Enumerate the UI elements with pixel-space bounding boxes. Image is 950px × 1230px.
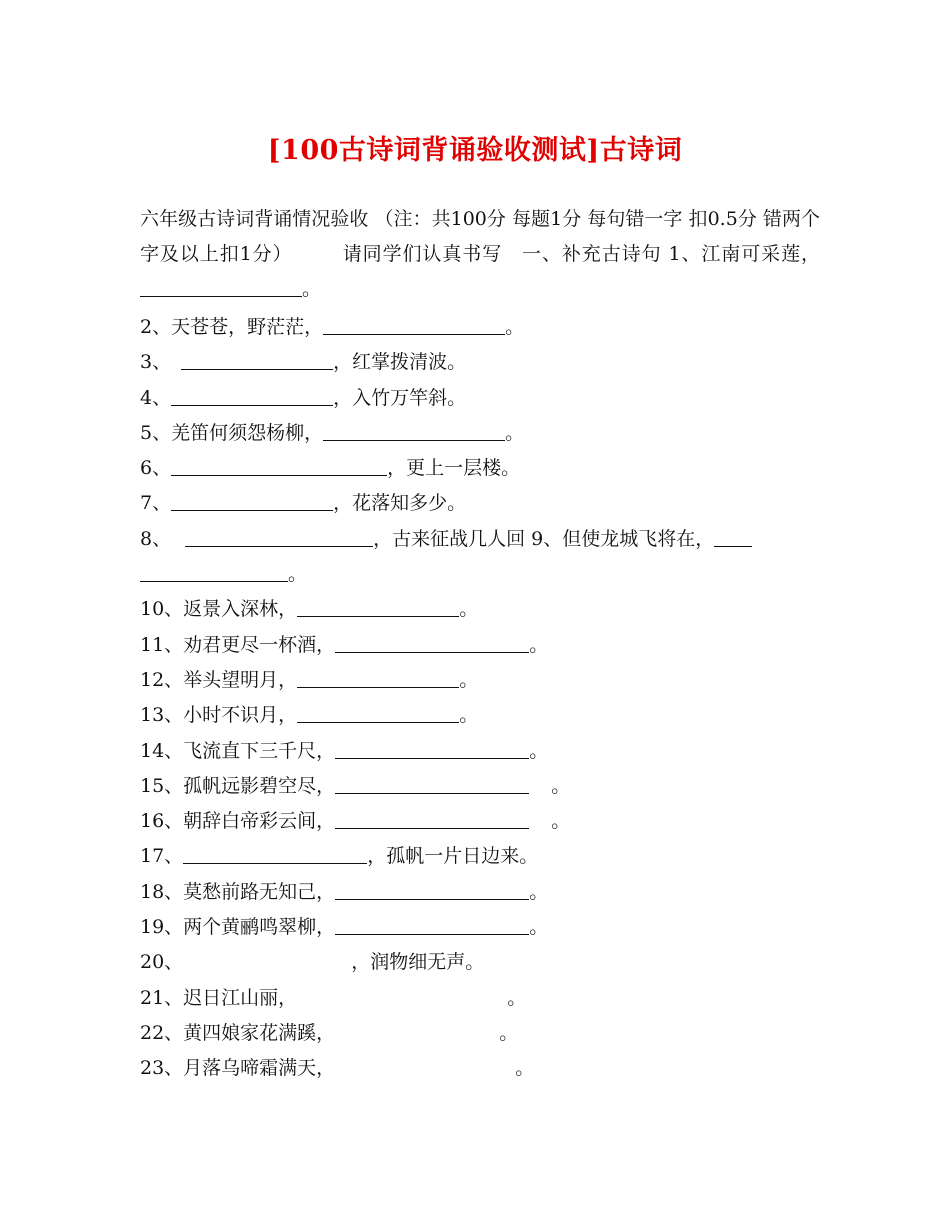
answer-blank[interactable]: [171, 383, 333, 406]
answer-blank[interactable]: [140, 559, 288, 582]
answer-blank[interactable]: [335, 771, 529, 794]
question-text: 10、返景入深林，: [140, 598, 298, 621]
question-line: [140, 769, 830, 804]
question-text: 19、两个黄鹂鸣翠柳，: [140, 916, 336, 939]
question-text: ，花落知多少。: [333, 492, 467, 515]
intro-text: 六年级古诗词背诵情况验收 （注：共100分 每题1分 每句错一字 扣0.5分 错两个字及以上扣1分） 请同学们认真书写 一、补充古诗句 1、江南可采莲，: [140, 208, 820, 265]
question-list: [140, 310, 830, 1087]
question-number: 8、: [140, 527, 172, 550]
question-text: 5、羌笛何须怨杨柳，: [140, 421, 324, 444]
question-text: ，入竹万竿斜。: [333, 386, 467, 409]
question-text: 13、小时不识月，: [140, 704, 298, 727]
question-line: [140, 663, 830, 698]
question-line: [140, 416, 830, 451]
question-text: 16、朝辞白帝彩云间，: [140, 810, 336, 833]
answer-blank[interactable]: [171, 453, 387, 476]
question-line: [140, 910, 830, 945]
line-end: 。: [507, 986, 527, 1009]
question-text: ，古来征战几人回 9、但使龙城飞将在，: [373, 527, 715, 550]
question-line: [140, 592, 830, 627]
answer-blank[interactable]: [297, 594, 459, 617]
question-line: [140, 981, 830, 1016]
question-number: 7、: [140, 492, 172, 515]
intro-paragraph: [140, 202, 820, 307]
question-line: [140, 1016, 830, 1051]
question-line: [140, 804, 830, 839]
answer-blank[interactable]: [714, 524, 752, 547]
question-line: [140, 522, 830, 557]
line-end: 。: [529, 916, 549, 939]
question-line: [140, 451, 830, 486]
question-line: [140, 839, 830, 874]
answer-blank[interactable]: [335, 630, 529, 653]
question-text: 18、莫愁前路无知己，: [140, 880, 336, 903]
answer-blank[interactable]: [335, 806, 529, 829]
answer-blank[interactable]: [297, 700, 459, 723]
question-line: [140, 1051, 830, 1086]
document-title: [100古诗词背诵验收测试]古诗词: [267, 135, 683, 166]
question-line: [140, 945, 830, 980]
question-line: [140, 875, 830, 910]
question-line: [140, 628, 830, 663]
question-line: [140, 486, 830, 521]
question-line: [140, 734, 830, 769]
question-number: 17、: [140, 845, 184, 868]
question-text: 22、黄四娘家花满蹊，: [140, 1021, 336, 1044]
question-text: ，更上一层楼。: [387, 457, 521, 480]
question-line: [140, 557, 830, 592]
line-end: 。: [505, 316, 525, 338]
line-end: 。: [529, 739, 549, 762]
question-number: 6、: [140, 457, 172, 480]
question-number: 20、: [140, 951, 184, 974]
question-text: ，孤帆一片日边来。: [367, 845, 539, 868]
question-text: 14、飞流直下三千尺，: [140, 739, 336, 762]
line-end: 。: [551, 810, 571, 833]
question-text: 23、月落乌啼霜满天，: [140, 1057, 336, 1080]
line-end: 。: [459, 704, 479, 727]
question-number: 3、: [140, 351, 172, 374]
question-text: 15、孤帆远影碧空尽，: [140, 774, 336, 797]
line-end: 。: [505, 421, 525, 444]
line-end: 。: [529, 633, 549, 656]
question-text: 11、劝君更尽一杯酒，: [140, 633, 336, 656]
answer-blank[interactable]: [335, 912, 529, 935]
line-end: 。: [551, 774, 571, 797]
question-text: ，红掌拨清波。: [333, 351, 467, 374]
question-line: [140, 698, 830, 733]
line-end: 。: [459, 598, 479, 621]
question-text: 2、天苍苍，野茫茫，: [140, 316, 324, 338]
line-end: 。: [529, 880, 549, 903]
answer-blank[interactable]: [185, 524, 373, 547]
line-end: 。: [288, 563, 308, 586]
answer-blank[interactable]: [335, 877, 529, 900]
line-end: 。: [302, 278, 322, 300]
line-end: 。: [459, 668, 479, 691]
answer-blank[interactable]: [297, 665, 459, 688]
question-text: ，润物细无声。: [351, 951, 485, 974]
line-end: 。: [499, 1021, 519, 1044]
answer-blank[interactable]: [335, 736, 529, 759]
question-number: 4、: [140, 386, 172, 409]
answer-blank[interactable]: [181, 347, 333, 370]
question-text: 12、举头望明月，: [140, 668, 298, 691]
question-line: [140, 310, 830, 345]
question-line: [140, 381, 830, 416]
line-end: 。: [515, 1057, 535, 1080]
question-line: [140, 345, 830, 380]
answer-blank[interactable]: [323, 418, 505, 441]
question-text: 21、迟日江山丽，: [140, 986, 298, 1009]
answer-blank[interactable]: [140, 274, 302, 297]
answer-blank[interactable]: [183, 841, 367, 864]
answer-blank[interactable]: [171, 488, 333, 511]
answer-blank[interactable]: [323, 312, 505, 335]
